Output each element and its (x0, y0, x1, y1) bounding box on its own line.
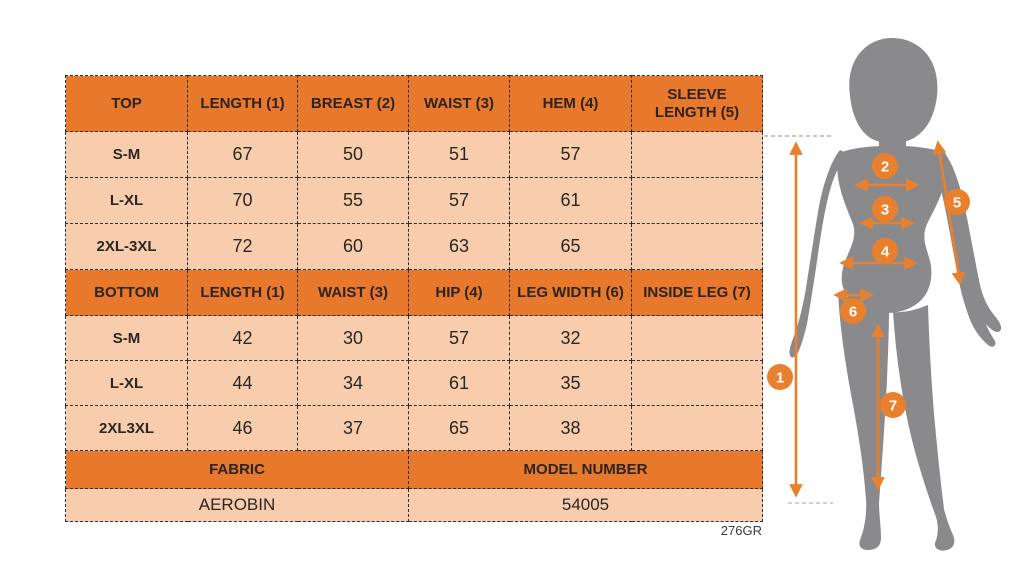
value-cell: 61 (510, 178, 632, 224)
header-cell: LEG WIDTH (6) (510, 270, 632, 316)
header-cell: WAIST (3) (298, 270, 409, 316)
value-cell: 55 (298, 178, 409, 224)
value-cell (632, 361, 763, 406)
header-cell: BREAST (2) (298, 76, 409, 132)
weight-note: 276GR (720, 523, 762, 538)
fabric-label-cell: FABRIC (66, 451, 409, 489)
value-cell: 30 (298, 316, 409, 361)
header-cell: HIP (4) (409, 270, 510, 316)
table-row (66, 224, 763, 270)
size-cell: S-M (66, 132, 188, 178)
value-cell (632, 316, 763, 361)
value-cell: 51 (409, 132, 510, 178)
table-row (66, 361, 763, 406)
value-cell: 38 (510, 406, 632, 451)
size-cell: L-XL (66, 178, 188, 224)
measurement-diagram (758, 0, 1024, 576)
value-cell (632, 132, 763, 178)
fabric-model-header-row (66, 451, 763, 489)
value-cell: 60 (298, 224, 409, 270)
header-cell: TOP (66, 76, 188, 132)
model-value-cell: 54005 (409, 489, 763, 522)
value-cell: 57 (510, 132, 632, 178)
model-label-cell: MODEL NUMBER (409, 451, 763, 489)
right-arm-shape (936, 150, 1001, 347)
value-cell: 63 (409, 224, 510, 270)
value-cell: 44 (188, 361, 298, 406)
marker-6 (840, 298, 866, 324)
size-cell: 2XL3XL (66, 406, 188, 451)
right-leg-shape (893, 305, 954, 551)
table-row (66, 132, 763, 178)
header-cell: HEM (4) (510, 76, 632, 132)
size-chart-table (65, 75, 763, 522)
marker-2-label: 2 (880, 158, 890, 176)
table-row (66, 406, 763, 451)
header-cell: LENGTH (1) (188, 270, 298, 316)
header-cell: SLEEVE LENGTH (5) (632, 76, 763, 132)
value-cell: 72 (188, 224, 298, 270)
marker-7 (880, 392, 906, 418)
value-cell: 34 (298, 361, 409, 406)
top-section-header-row (66, 76, 763, 132)
table-row (66, 178, 763, 224)
value-cell (632, 406, 763, 451)
value-cell: 61 (409, 361, 510, 406)
marker-1 (767, 364, 793, 390)
value-cell: 57 (409, 178, 510, 224)
value-cell: 37 (298, 406, 409, 451)
marker-3-label: 3 (880, 201, 890, 219)
bottom-section-header-row (66, 270, 763, 316)
size-cell: 2XL-3XL (66, 224, 188, 270)
value-cell: 65 (409, 406, 510, 451)
left-leg-shape (838, 292, 889, 550)
marker-4-label: 4 (880, 243, 890, 261)
value-cell: 65 (510, 224, 632, 270)
fabric-model-value-row (66, 489, 763, 522)
fabric-value-cell: AEROBIN (66, 489, 409, 522)
value-cell: 57 (409, 316, 510, 361)
value-cell: 46 (188, 406, 298, 451)
table-row (66, 316, 763, 361)
value-cell: 42 (188, 316, 298, 361)
female-silhouette (790, 38, 1002, 551)
marker-3 (872, 196, 898, 222)
marker-5-label: 5 (952, 194, 962, 212)
header-cell: WAIST (3) (409, 76, 510, 132)
size-cell: L-XL (66, 361, 188, 406)
value-cell: 67 (188, 132, 298, 178)
value-cell: 32 (510, 316, 632, 361)
marker-7-label: 7 (888, 397, 898, 415)
header-cell: LENGTH (1) (188, 76, 298, 132)
header-cell: INSIDE LEG (7) (632, 270, 763, 316)
marker-6-label: 6 (848, 303, 858, 321)
marker-1-label: 1 (775, 369, 785, 387)
marker-5 (944, 189, 970, 215)
size-cell: S-M (66, 316, 188, 361)
value-cell: 70 (188, 178, 298, 224)
marker-4 (872, 238, 898, 264)
header-cell: BOTTOM (66, 270, 188, 316)
value-cell (632, 178, 763, 224)
value-cell: 35 (510, 361, 632, 406)
value-cell (632, 224, 763, 270)
value-cell: 50 (298, 132, 409, 178)
marker-2 (872, 153, 898, 179)
